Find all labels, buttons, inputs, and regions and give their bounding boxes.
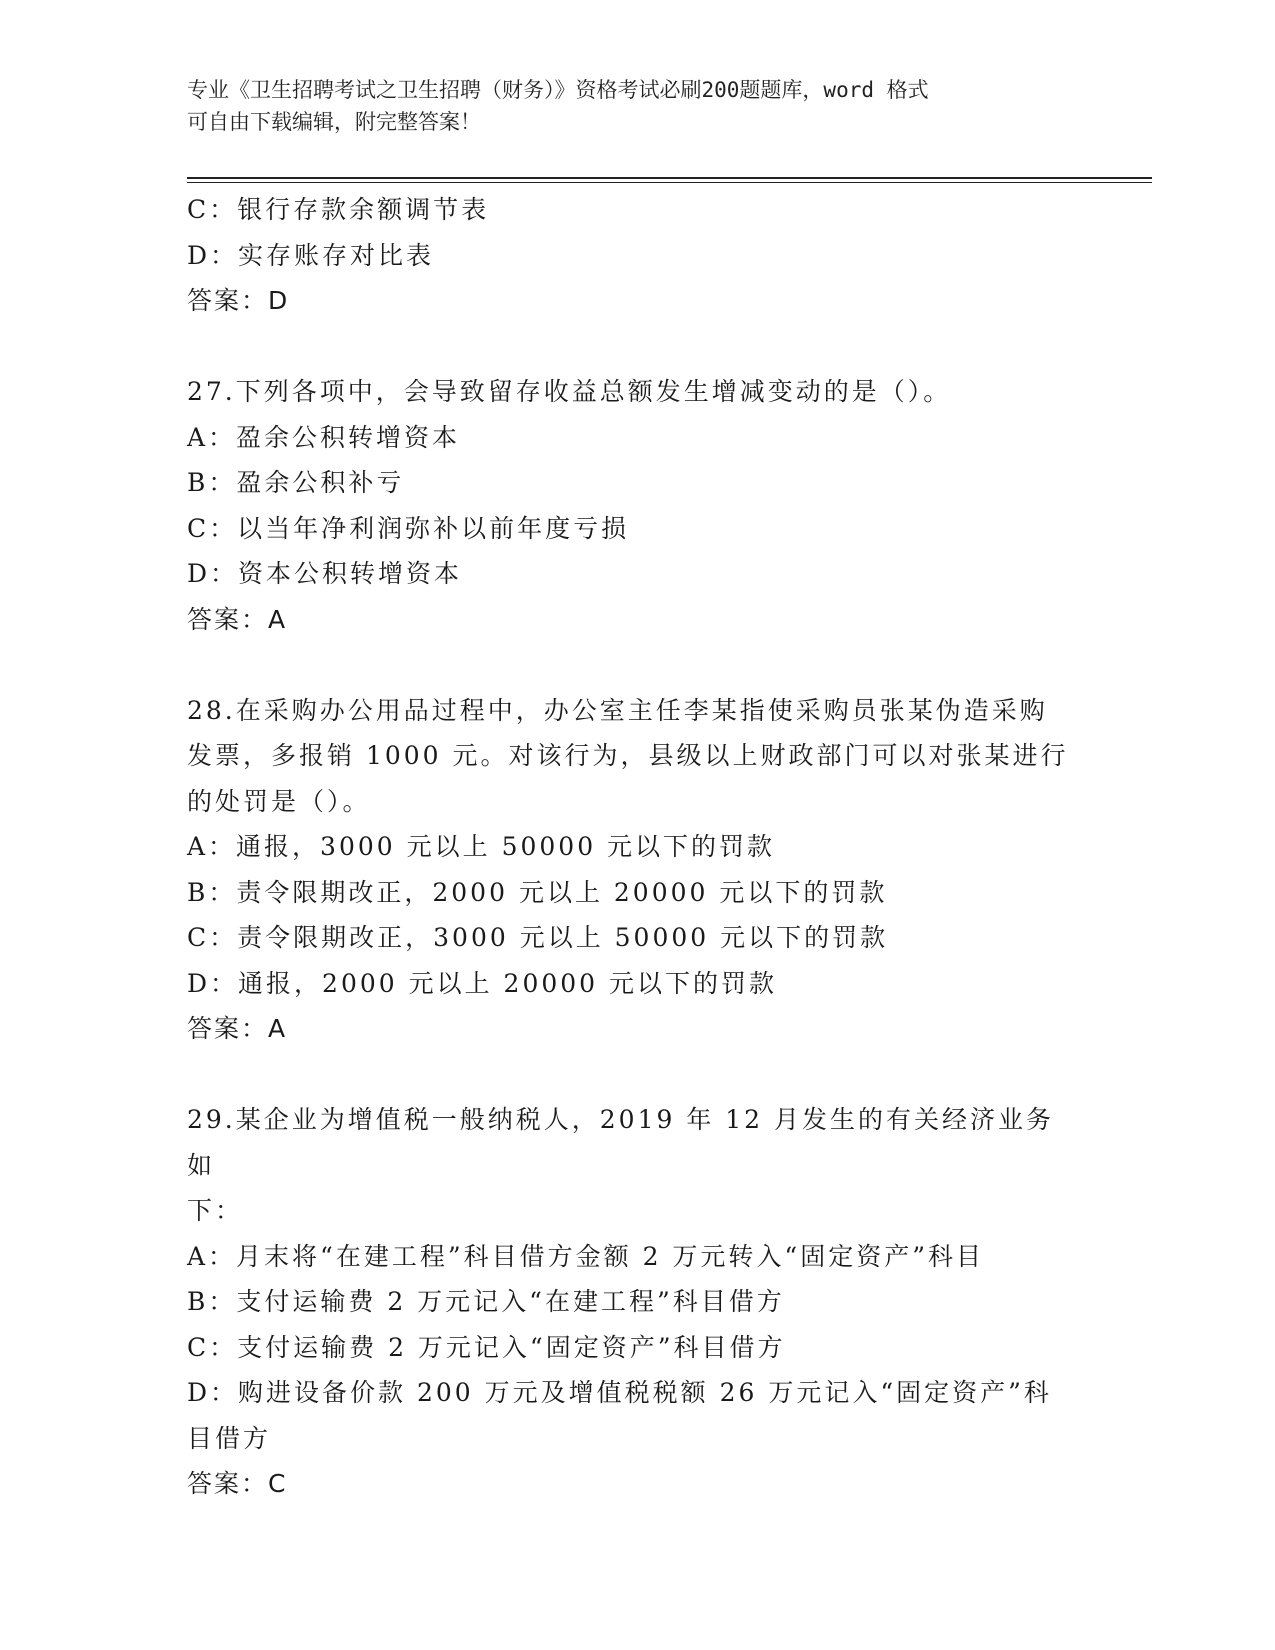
option-c: C：银行存款余额调节表 [187, 195, 490, 224]
question-stem-line-2: 发票，多报销 1000 元。对该行为，县级以上财政部门可以对张某进行 [187, 741, 1069, 770]
option-d: D：实存账存对比表 [187, 240, 435, 270]
question-stem-line-3: 的处罚是（）。 [187, 786, 371, 816]
header-line-1: 专业《卫生招聘考试之卫生招聘（财务）》资格考试必刷200题题库，word 格式 [187, 78, 929, 102]
question-26-tail [187, 187, 1077, 324]
question-27 [187, 369, 1077, 642]
question-stem-line-2: 下： [187, 1196, 244, 1225]
option-c: C：责令限期改正，3000 元以上 50000 元以下的罚款 [187, 923, 889, 952]
answer-line: 答案：C [187, 1469, 288, 1498]
header-divider-thick [187, 177, 1152, 179]
option-d-line-1: D：购进设备价款 200 万元及增值税税额 26 万元记入“固定资产”科 [187, 1378, 1052, 1407]
question-29 [187, 1097, 1077, 1507]
answer-line: 答案：A [187, 604, 288, 634]
spacer [187, 642, 1077, 688]
option-b: B：盈余公积补亏 [187, 468, 405, 497]
option-a: A：月末将“在建工程”科目借方金额 2 万元转入“固定资产”科目 [187, 1241, 984, 1271]
question-stem-line-1: 28.在采购办公用品过程中，办公室主任李某指使采购员张某伪造采购 [187, 695, 1048, 725]
option-c: C：以当年净利润弥补以前年度亏损 [187, 513, 630, 543]
header-line-2: 可自由下载编辑，附完整答案！ [187, 110, 481, 134]
option-a: A：盈余公积转增资本 [187, 422, 461, 452]
option-a: A：通报，3000 元以上 50000 元以下的罚款 [187, 832, 776, 861]
option-c: C：支付运输费 2 万元记入“固定资产”科目借方 [187, 1332, 786, 1362]
header-divider-thin [187, 182, 1152, 183]
document-body [187, 187, 1077, 1507]
question-stem-line-1: 29.某企业为增值税一般纳税人，2019 年 12 月发生的有关经济业务如 [187, 1105, 1055, 1180]
answer-line: 答案：D [187, 286, 290, 315]
option-d: D：资本公积转增资本 [187, 559, 463, 588]
option-d-line-2: 目借方 [187, 1423, 272, 1453]
option-b: B：责令限期改正，2000 元以上 20000 元以下的罚款 [187, 877, 888, 907]
document-header [187, 74, 1077, 138]
question-28 [187, 688, 1077, 1052]
answer-line: 答案：A [187, 1014, 288, 1043]
spacer [187, 324, 1077, 370]
option-d: D：通报，2000 元以上 20000 元以下的罚款 [187, 968, 778, 998]
spacer [187, 1052, 1077, 1098]
option-b: B：支付运输费 2 万元记入“在建工程”科目借方 [187, 1287, 785, 1316]
question-stem: 27.下列各项中，会导致留存收益总额发生增减变动的是（）。 [187, 377, 952, 406]
